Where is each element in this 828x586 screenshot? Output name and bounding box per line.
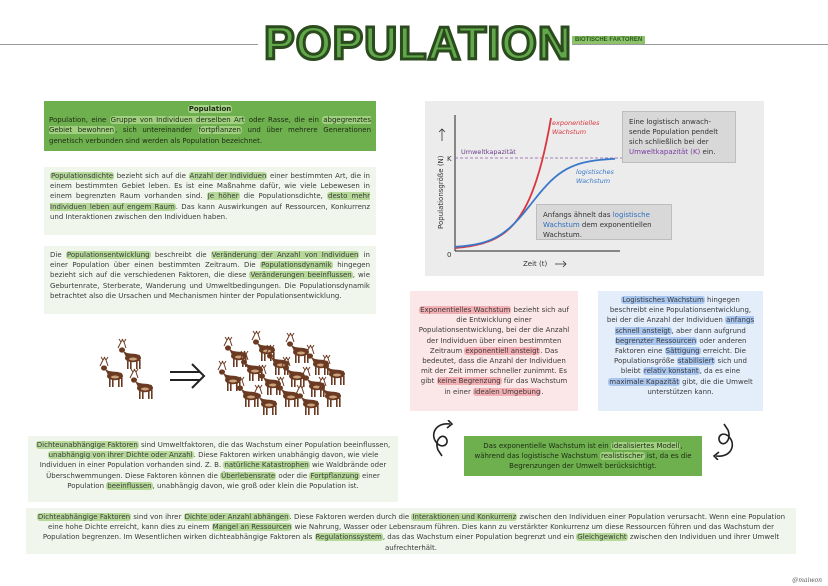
origin-label: 0 [447, 251, 452, 259]
deer-illustration [90, 330, 350, 420]
log-label-2: Wachstum [576, 177, 611, 185]
exp-label-1: exponentielles [552, 119, 600, 127]
callout-capacity: Eine logistisch anwach-sende Population pendelt sich schließlich bei der Umweltkapazität (K) ein. [622, 111, 736, 163]
header-rule-right [572, 44, 828, 45]
x-arrow-icon [555, 261, 566, 267]
development-box [44, 246, 376, 314]
callout-initial: Anfangs ähnelt das logistische Wachstum dem exponentiellen Wachstum. [536, 204, 672, 240]
x-axis-label: Zeit (t) [523, 260, 548, 268]
dependent-factors-box: Dichteabhängige Faktoren sind von ihrer Dichte oder Anzahl abhängen. Diese Faktoren werden durch die Interaktionen und Konkurrenz zwischen den Individuen einer Population verursacht. Wenn eine Population eine hohe Dichte erreicht, kann dies zu einem Mangel an Ressourcen wie Nahrung, Wasser oder Lebensraum führen. Dies kann zu verstärkter Konkurrenz um diese Ressourcen führen und das Wachstum der Population begrenzen. Im Wesentlichen wirken dichteabhängige Faktoren als Regulationssystem, das das Wachstum einer Population begrenzt und ein Gleichgewicht zwischen den Individuen und ihrer Umwelt aufrechterhält. [26, 508, 796, 554]
logistic-box: Logistisches Wachstum hingegen beschreibt eine Populationsentwicklung, bei der die Anzahl der Individuen anfangs schnell ansteigt, aber dann aufgrund begrenzter Ressourcen oder anderen Faktoren eine Sättigung erreicht. Die Populationsgröße stabilisiert sich und bleibt relativ konstant, da es eine maximale Kapazität gibt, die die Umwelt unterstützen kann. [598, 291, 763, 411]
definition-box [44, 101, 376, 151]
swirl-arrow-right-icon [708, 420, 738, 460]
density-box [44, 167, 376, 235]
header-rule-left [0, 44, 258, 45]
summary-box: Das exponentielle Wachstum ist ein idealisiertes Modell, während das logistische Wachstum realistischer ist, da es die Begrenzungen der Umwelt berücksichtigt. [464, 436, 702, 476]
density-text: Populationsdichte bezieht sich auf die Anzahl der Individuen einer bestimmten Art, die in einem bestimmten Gebiet leben. Es ist eine Maßnahme dafür, wie viele Lebewesen in einem begrenzten Raum vorhanden sind. Je höher die Populationsdichte, desto mehr Individuen leben auf engem Raum. Das kann Auswirkungen auf Ressourcen, Konkurrenz und Interaktionen zwischen den Individuen haben. [50, 172, 371, 221]
k-label: K [447, 155, 452, 163]
page-subtitle: BIOTISCHE FAKTOREN [572, 36, 645, 44]
definition-text: Population, eine Gruppe von Individuen derselben Art oder Rasse, die ein abgegrenztes Gebiet bewohnen, sich untereinander fortpflanzen und über mehrere Generationen genetisch verbunden sind werden als Population bezeichnet. [49, 116, 372, 145]
page-title: POPULATION [264, 17, 573, 69]
y-axis-label: Populationsgröße (N) [437, 155, 445, 229]
y-arrow-icon [439, 129, 445, 141]
development-text: Die Populationsentwicklung beschreibt die Veränderung der Anzahl von Individuen in einer Population über einen bestimmten Zeitraum. Die Populationsdynamik hingegen bezieht sich auf die verschiedenen Faktoren, die diese Veränderungen beeinflussen, wie Geburtenrate, Sterberate, Wanderung und Umweltbedingungen. Die Populationsdynamik betrachtet also die Ursachen und Mechanismen hinter der Populationsentwicklung. [50, 251, 371, 300]
deer-large-group [218, 331, 345, 415]
capacity-label: Umweltkapazität [461, 148, 516, 156]
swirl-arrow-left-icon [428, 420, 458, 460]
deer-small-group [100, 339, 153, 399]
exp-label-2: Wachstum [552, 128, 587, 136]
independent-factors-box: Dichteunabhängige Faktoren sind Umweltfaktoren, die das Wachstum einer Population beeinflussen, unabhängig von ihrer Dichte oder Anzahl. Diese Faktoren wirken unabhängig davon, wie viele Individuen in einer Population vorhanden sind. Z. B. natürliche Katastrophen wie Waldbrände oder Überschwemmungen. Diese Faktoren können die Überlebensrate oder die Fortpflanzung einer Population beeinflussen, unabhängig davon, wie groß oder klein die Population ist. [28, 436, 398, 502]
log-label-1: logistisches [576, 168, 614, 176]
arrow-icon [170, 364, 204, 388]
definition-heading: Population [188, 105, 232, 113]
author-handle: @maiwon [792, 577, 822, 584]
exponential-box: Exponentielles Wachstum bezieht sich auf die Entwicklung einer Populationsentwicklung, bei der die Anzahl der Individuen über einen bestimmten Zeitraum exponentiell ansteigt. Das bedeutet, dass die Anzahl der Individuen mit der Zeit immer schneller zunimmt. Es gibt keine Begrenzung für das Wachstum in einer idealen Umgebung. [410, 291, 578, 411]
